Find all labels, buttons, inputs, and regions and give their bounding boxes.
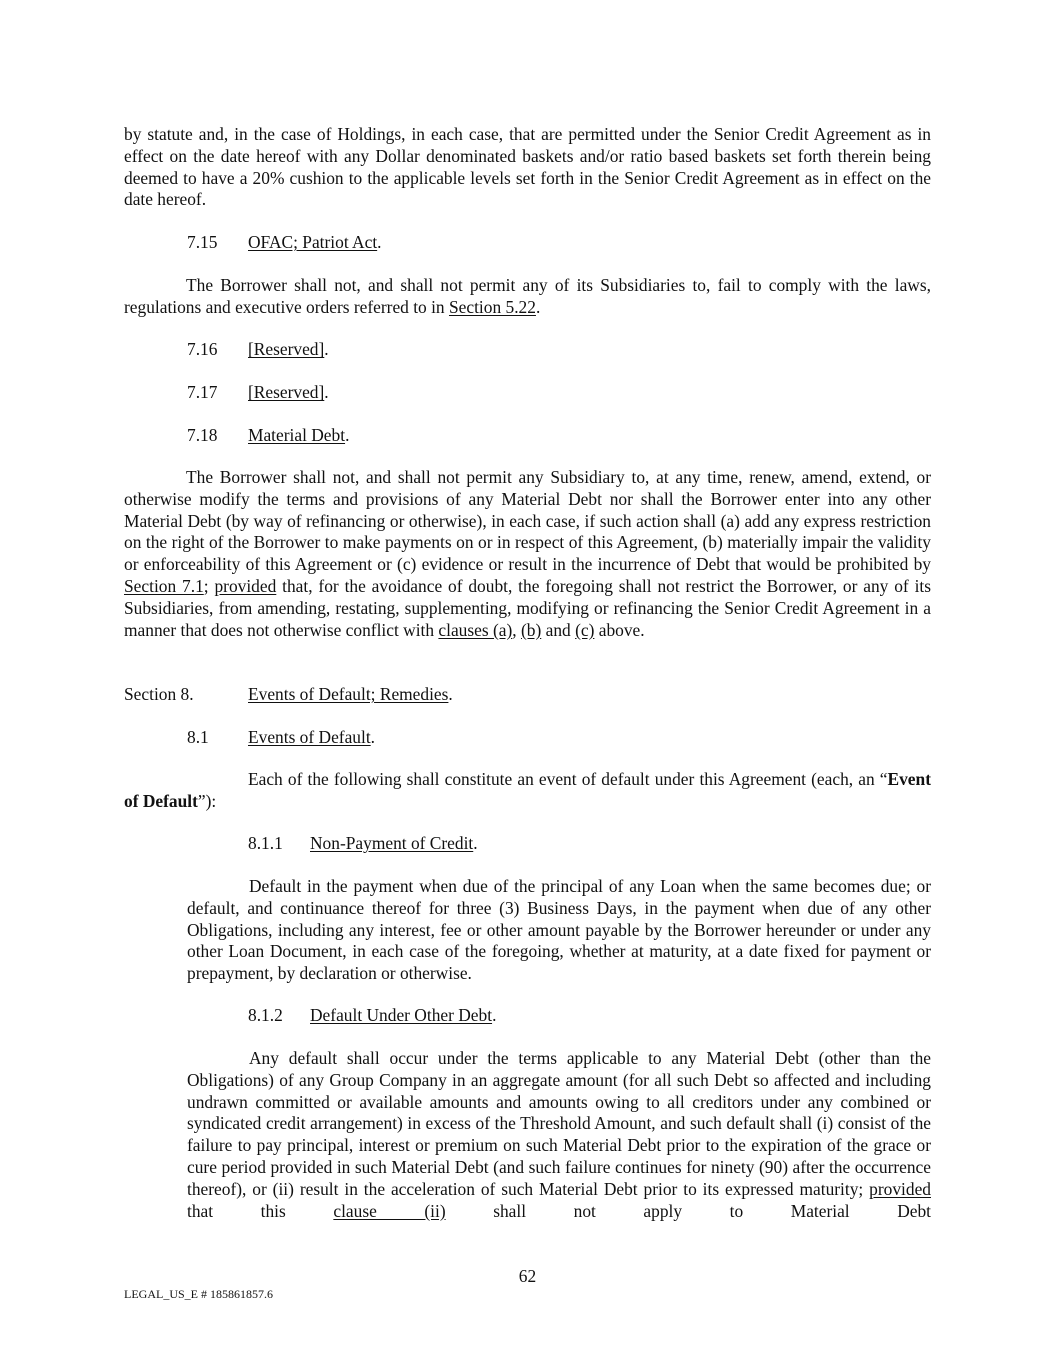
- section-number: 7.16: [187, 339, 218, 359]
- section-title: OFAC; Patriot Act: [248, 232, 378, 252]
- cross-reference: clauses (a): [438, 619, 513, 640]
- section-title: Material Debt: [248, 425, 346, 445]
- paragraph-7-18: The Borrower shall not, and shall not permit any Subsidiary to, at any time, renew, amend, extend, or otherwise modify the terms and provisions of any Material Debt nor shall the Borrower enter into any other Material Debt (by way of refinancing or otherwise), in each case, if such action shall (a) add any express restriction on the right of the Borrower to make payments on or in respect of this Agreement, (b) materially impair the validity or enforceability of this Agreement or (c) evidence or result in the incurrence of Debt that would be prohibited by Section 7.1; provided that, for the avoidance of doubt, the foregoing shall not restrict the Borrower, or any of its Subsidiaries, from amending, restating, supplementing, modifying or refinancing the Senior Credit Agreement in a manner that does not otherwise conflict with clauses (a), (b) and (c) above.: [124, 467, 932, 640]
- section-number: 8.1: [187, 727, 209, 747]
- paragraph-8-1-1: Default in the payment when due of the principal of any Loan when the same becomes due; or default, and continuance thereof for three (3) Business Days, in the payment when due of any other Obligations, including any interest, fee or other amount payable by the Borrower hereunder or under any other Loan Document, in each case of the foregoing, whether at maturity, at a date fixed for payment or prepayment, by declaration or otherwise.: [187, 876, 931, 984]
- section-number: 7.18: [187, 425, 218, 445]
- section-title: [Reserved]: [248, 339, 325, 359]
- section-heading-8: Section 8. Events of Default; Remedies.: [124, 684, 453, 704]
- section-title: Non-Payment of Credit: [310, 833, 474, 853]
- section-heading-7-16: 7.16 [Reserved].: [187, 339, 329, 359]
- section-number: 8.1.1: [248, 833, 283, 853]
- paragraph-7-15: The Borrower shall not, and shall not permit any of its Subsidiaries to, fail to comply with the laws, regulations and executive orders referred to in Section 5.22.: [124, 275, 931, 317]
- section-number: 7.15: [187, 232, 218, 252]
- section-heading-7-18: 7.18 Material Debt.: [187, 425, 350, 445]
- section-title: [Reserved]: [248, 382, 325, 402]
- section-title: Events of Default: [248, 727, 371, 747]
- cross-reference: provided: [214, 575, 277, 596]
- section-number: Section 8.: [124, 684, 194, 704]
- cross-reference: (b): [520, 619, 542, 640]
- section-heading-7-15: 7.15 OFAC; Patriot Act.: [187, 232, 382, 252]
- defined-term: Event of Default: [124, 769, 931, 811]
- cross-reference: clause (ii): [333, 1200, 446, 1221]
- cross-reference: (c): [575, 619, 595, 640]
- section-heading-8-1-2: 8.1.2 Default Under Other Debt.: [248, 1005, 497, 1025]
- paragraph-8-1-2: Any default shall occur under the terms applicable to any Material Debt (other than the Obligations) of any Group Company in an aggregate amount (for all such Debt so affected and including undrawn committed or available amounts and amounts owing to all creditors under any combined or syndicated credit arrangement) in excess of the Threshold Amount, and such default shall (i) consist of the failure to pay principal, interest or premium on such Material Debt prior to the expiration of the grace or cure period provided in such Material Debt (and such failure continues for ninety (90) after the occurrence thereof), or (ii) result in the acceleration of such Material Debt prior to its expressed maturity; provided that this clause (ii) shall not apply to Material Debt: [187, 1048, 932, 1221]
- document-id: LEGAL_US_E # 185861857.6: [124, 1287, 273, 1301]
- cross-reference: Section 5.22: [448, 296, 536, 317]
- section-heading-8-1: 8.1 Events of Default.: [187, 727, 376, 747]
- section-number: 7.17: [187, 382, 218, 402]
- paragraph-8-1: Each of the following shall constitute an event of default under this Agreement (each, an “Event of Default”):: [124, 769, 931, 811]
- page-number: 62: [518, 1266, 537, 1286]
- section-heading-8-1-1: 8.1.1 Non-Payment of Credit.: [248, 833, 478, 853]
- paragraph-continuation: by statute and, in the case of Holdings, in each case, that are permitted under the Senior Credit Agreement as in effect on the date hereof with any Dollar denominated baskets and/or ratio based baskets set forth therein being deemed to have a 20% cushion to the applicable levels set forth in the Senior Credit Agreement as in effect on the date hereof.: [124, 124, 931, 210]
- cross-reference: Section 7.1: [124, 575, 204, 596]
- section-title: Events of Default; Remedies: [248, 684, 449, 704]
- section-heading-7-17: 7.17 [Reserved].: [187, 382, 329, 402]
- cross-reference: provided: [869, 1178, 931, 1199]
- section-title: Default Under Other Debt: [310, 1005, 493, 1025]
- section-number: 8.1.2: [248, 1005, 283, 1025]
